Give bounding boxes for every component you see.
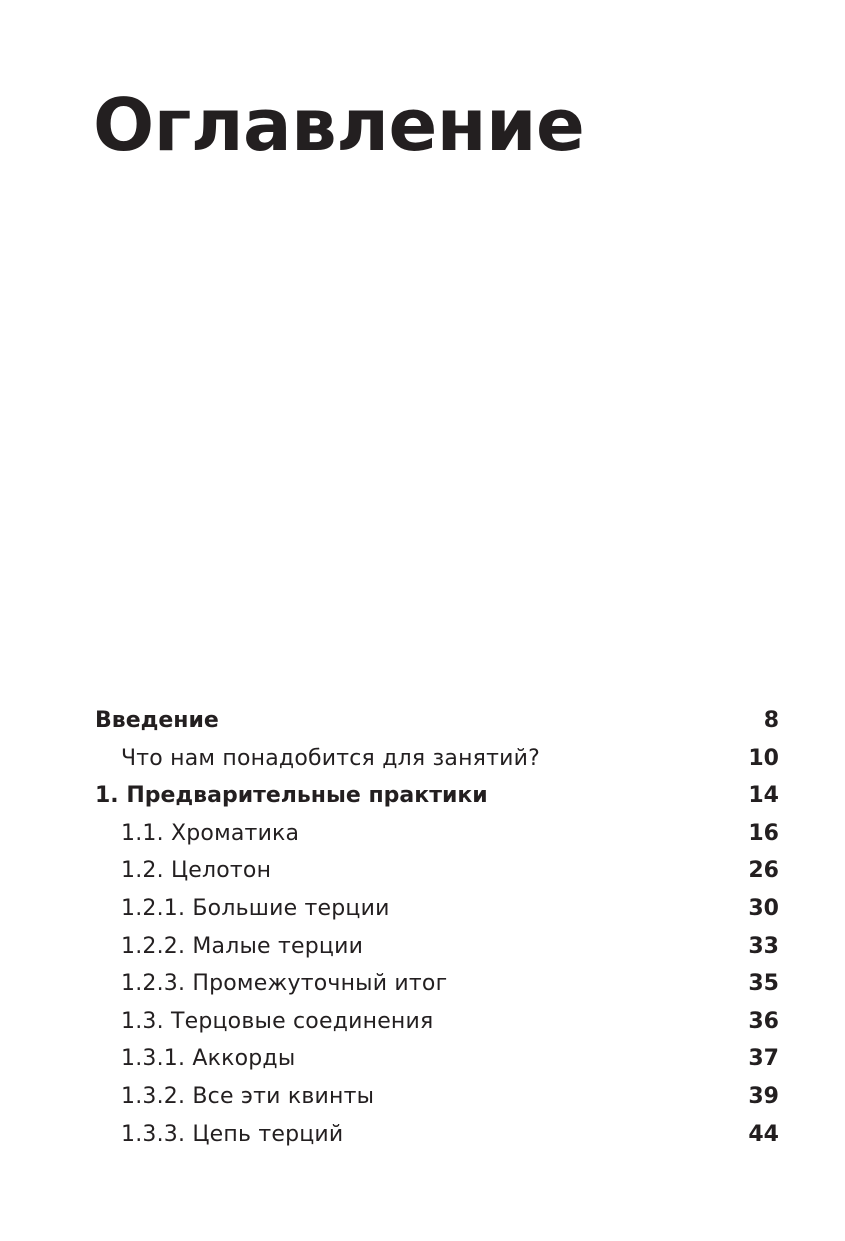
- toc-entry[interactable]: [95, 702, 779, 740]
- toc-entry[interactable]: [95, 928, 779, 966]
- toc-entry-label: 1.2.3. Промежуточный итог: [121, 971, 448, 997]
- toc-entry-page: 10: [748, 745, 779, 771]
- toc-entry-page: 16: [748, 820, 779, 846]
- toc-entry[interactable]: [95, 777, 779, 815]
- toc-entry-page: 36: [748, 1008, 779, 1034]
- toc-entry[interactable]: [95, 740, 779, 778]
- page-title: Оглавление: [93, 83, 585, 167]
- toc-entry-label: 1.2. Целотон: [121, 858, 272, 884]
- toc-entry-label: 1.1. Хроматика: [121, 820, 300, 846]
- toc-entry-label: Введение: [95, 708, 219, 733]
- toc-entry[interactable]: [95, 1003, 779, 1041]
- toc-entry[interactable]: [95, 1040, 779, 1078]
- toc-entry-page: 39: [748, 1083, 779, 1109]
- toc-entry-label: 1.3.2. Все эти квинты: [121, 1083, 375, 1109]
- toc-entry-page: 30: [748, 895, 779, 921]
- toc-entry-label: 1.2.1. Большие терции: [121, 895, 390, 921]
- toc-entry[interactable]: [95, 965, 779, 1003]
- toc-entry-page: 37: [748, 1046, 779, 1072]
- toc-entry-page: 14: [748, 783, 779, 809]
- table-of-contents: [95, 702, 779, 1153]
- toc-entry[interactable]: [95, 815, 779, 853]
- toc-entry-page: 44: [748, 1121, 779, 1147]
- toc-entry-label: 1. Предварительные практики: [95, 783, 488, 809]
- toc-entry[interactable]: [95, 852, 779, 890]
- toc-entry-page: 26: [748, 858, 779, 884]
- toc-entry[interactable]: [95, 890, 779, 928]
- toc-entry-label: 1.3.1. Аккорды: [121, 1046, 296, 1072]
- toc-entry[interactable]: [95, 1078, 779, 1116]
- toc-entry-label: 1.3. Терцовые соединения: [121, 1008, 434, 1034]
- toc-entry-page: 35: [748, 971, 779, 997]
- toc-entry-label: 1.3.3. Цепь терций: [121, 1121, 344, 1147]
- toc-entry-label: Что нам понадобится для занятий?: [121, 745, 540, 771]
- toc-entry-page: 33: [748, 933, 779, 959]
- toc-entry-page: 8: [763, 708, 779, 733]
- toc-entry-label: 1.2.2. Малые терции: [121, 933, 364, 959]
- toc-entry[interactable]: [95, 1116, 779, 1154]
